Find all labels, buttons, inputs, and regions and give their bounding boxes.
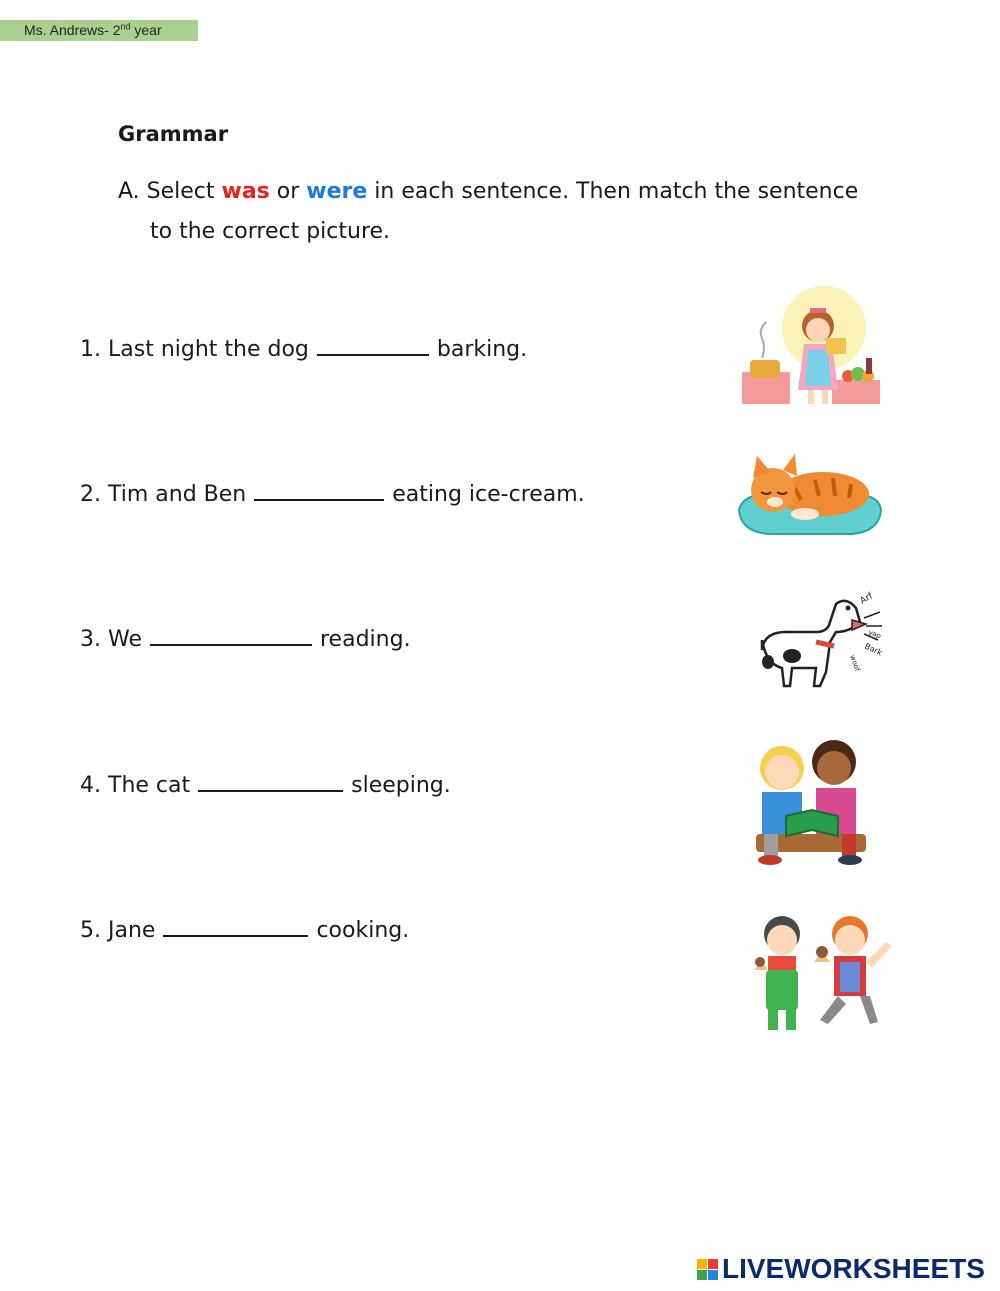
dog-sound-arf: Arf <box>858 591 875 607</box>
logo-mark-icon <box>697 1259 718 1280</box>
answer-blank-3[interactable] <box>150 622 312 646</box>
sentence-1: 1. Last night the dog barking. <box>80 332 527 365</box>
dog-sound-bark: Bark <box>863 641 884 658</box>
logo-square-2 <box>708 1259 718 1269</box>
sentence-5: 5. Jane cooking. <box>80 913 409 946</box>
boys-ice-cream-icon[interactable] <box>748 912 900 1036</box>
barking-dog-icon[interactable] <box>752 590 886 702</box>
keyword-were: were <box>306 179 368 204</box>
logo-square-3 <box>697 1270 707 1280</box>
logo-square-1 <box>697 1259 707 1269</box>
answer-blank-4[interactable] <box>198 768 343 792</box>
section-title: Grammar <box>118 122 229 146</box>
keyword-was: was <box>221 179 270 204</box>
dog-sound-woof: woof <box>848 653 862 673</box>
instructions-line2: to the correct picture. <box>150 219 391 244</box>
logo-square-4 <box>708 1270 718 1280</box>
answer-blank-5[interactable] <box>163 913 308 937</box>
logo-text: LIVEWORKSHEETS <box>722 1253 985 1284</box>
liveworksheets-logo[interactable] <box>697 1251 985 1287</box>
teacher-tag-text: Ms. Andrews- 2nd year <box>24 21 162 38</box>
sentence-2: 2. Tim and Ben eating ice-cream. <box>80 477 585 510</box>
dog-sound-yap: yap <box>867 628 883 641</box>
answer-blank-2[interactable] <box>254 477 384 501</box>
boys-reading-icon[interactable] <box>746 738 878 868</box>
girl-cooking-icon[interactable] <box>740 284 882 406</box>
teacher-tag <box>0 20 198 41</box>
instructions-line1: A. Select was or were in each sentence. Then match the sentence <box>118 179 859 204</box>
instructions <box>118 172 938 252</box>
sentence-4: 4. The cat sleeping. <box>80 768 451 801</box>
answer-blank-1[interactable] <box>317 332 429 356</box>
sentence-3: 3. We reading. <box>80 622 411 655</box>
sleeping-cat-icon[interactable] <box>735 448 883 540</box>
